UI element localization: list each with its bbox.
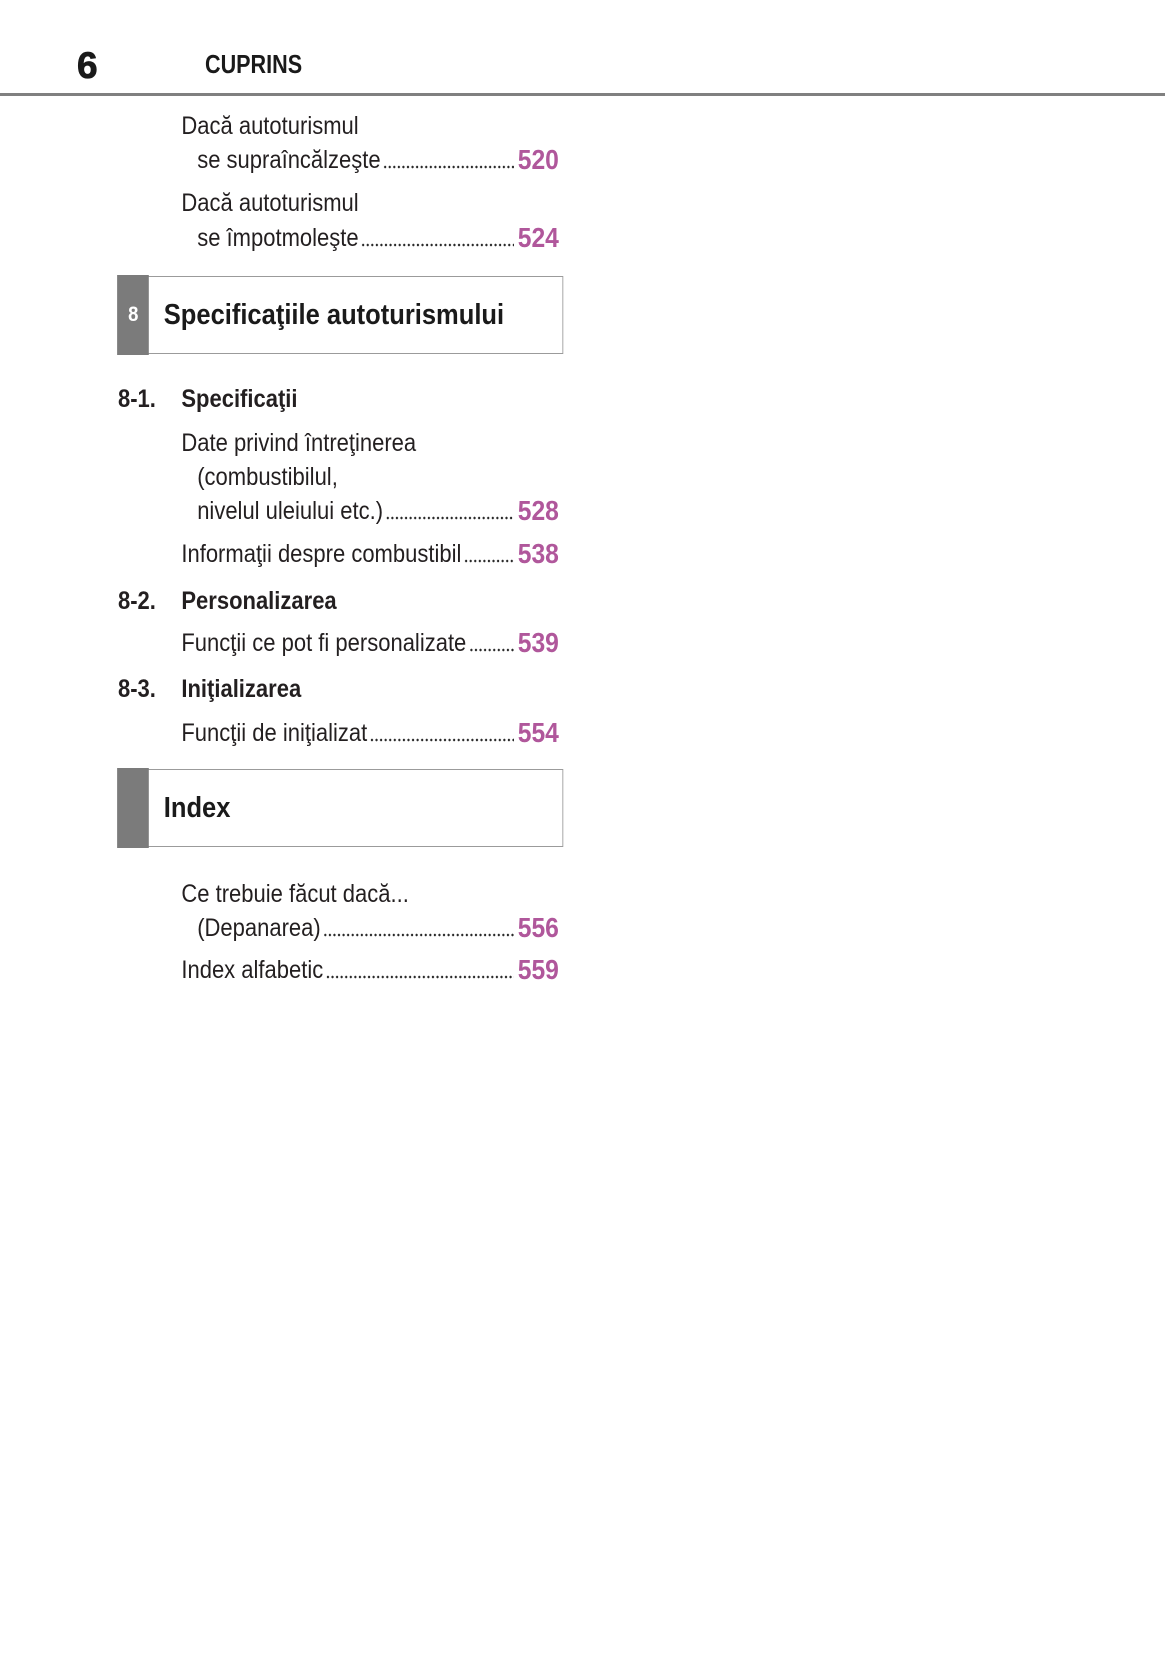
table-of-contents [118, 0, 563, 1010]
index-chapter-header[interactable] [118, 769, 563, 847]
chapter-header[interactable] [118, 276, 563, 354]
toc-page-link[interactable]: 554 [517, 717, 559, 748]
toc-entry-text: se împotmoleşte [197, 224, 359, 252]
chapter-tab [117, 768, 149, 847]
dot-leader [370, 716, 514, 750]
dot-leader [469, 626, 514, 660]
toc-page-link[interactable]: 524 [517, 222, 559, 253]
dot-leader [326, 953, 514, 987]
toc-entry[interactable] [197, 221, 559, 255]
toc-entry[interactable] [197, 143, 559, 177]
toc-entry-text: se supraîncălzeşte [197, 146, 381, 174]
toc-entry-text: Dacă autoturismul [181, 112, 359, 140]
toc-entry[interactable] [181, 953, 559, 987]
section-number: 8-3. [118, 675, 156, 703]
chapter-title: Specificaţiile autoturismului [163, 298, 505, 331]
section-number: 8-2. [118, 587, 156, 615]
section-title: Specificaţii [181, 385, 298, 413]
toc-page-link[interactable]: 556 [517, 912, 559, 943]
page-header-title: CUPRINS [205, 49, 303, 79]
toc-entry[interactable] [197, 494, 559, 528]
dot-leader [464, 537, 514, 571]
dot-leader [386, 494, 515, 528]
toc-entry-text: Index alfabetic [181, 956, 324, 984]
toc-entry[interactable] [197, 911, 559, 945]
toc-entry-text: Date privind întreţinerea [181, 429, 417, 457]
section-title: Iniţializarea [181, 675, 302, 703]
chapter-title: Index [163, 791, 231, 824]
toc-entry[interactable] [181, 626, 559, 660]
chapter-tab: 8 [117, 275, 149, 354]
toc-page-link[interactable]: 520 [517, 144, 559, 175]
toc-page-link[interactable]: 538 [517, 538, 559, 569]
toc-entry-text: Informaţii despre combustibil [181, 540, 462, 568]
toc-entry-text: (Depanarea) [197, 914, 321, 942]
toc-entry[interactable] [181, 537, 559, 571]
toc-page-link[interactable]: 528 [517, 495, 559, 526]
section-title: Personalizarea [181, 587, 337, 615]
toc-entry-text: Ce trebuie făcut dacă... [181, 880, 409, 908]
toc-entry-text: (combustibilul, [197, 463, 338, 491]
dot-leader [383, 143, 514, 177]
toc-entry-text: Funcţii de iniţializat [181, 719, 368, 747]
toc-entry-text: Dacă autoturismul [181, 189, 359, 217]
toc-entry-text: Funcţii ce pot fi personalizate [181, 629, 467, 657]
dot-leader [323, 911, 514, 945]
section-number: 8-1. [118, 385, 156, 413]
toc-entry[interactable] [181, 716, 559, 750]
toc-page-link[interactable]: 559 [517, 954, 559, 985]
toc-entry-text: nivelul uleiului etc.) [197, 497, 384, 525]
dot-leader [361, 221, 514, 255]
page-number: 6 [77, 45, 98, 86]
toc-page-link[interactable]: 539 [517, 627, 559, 658]
